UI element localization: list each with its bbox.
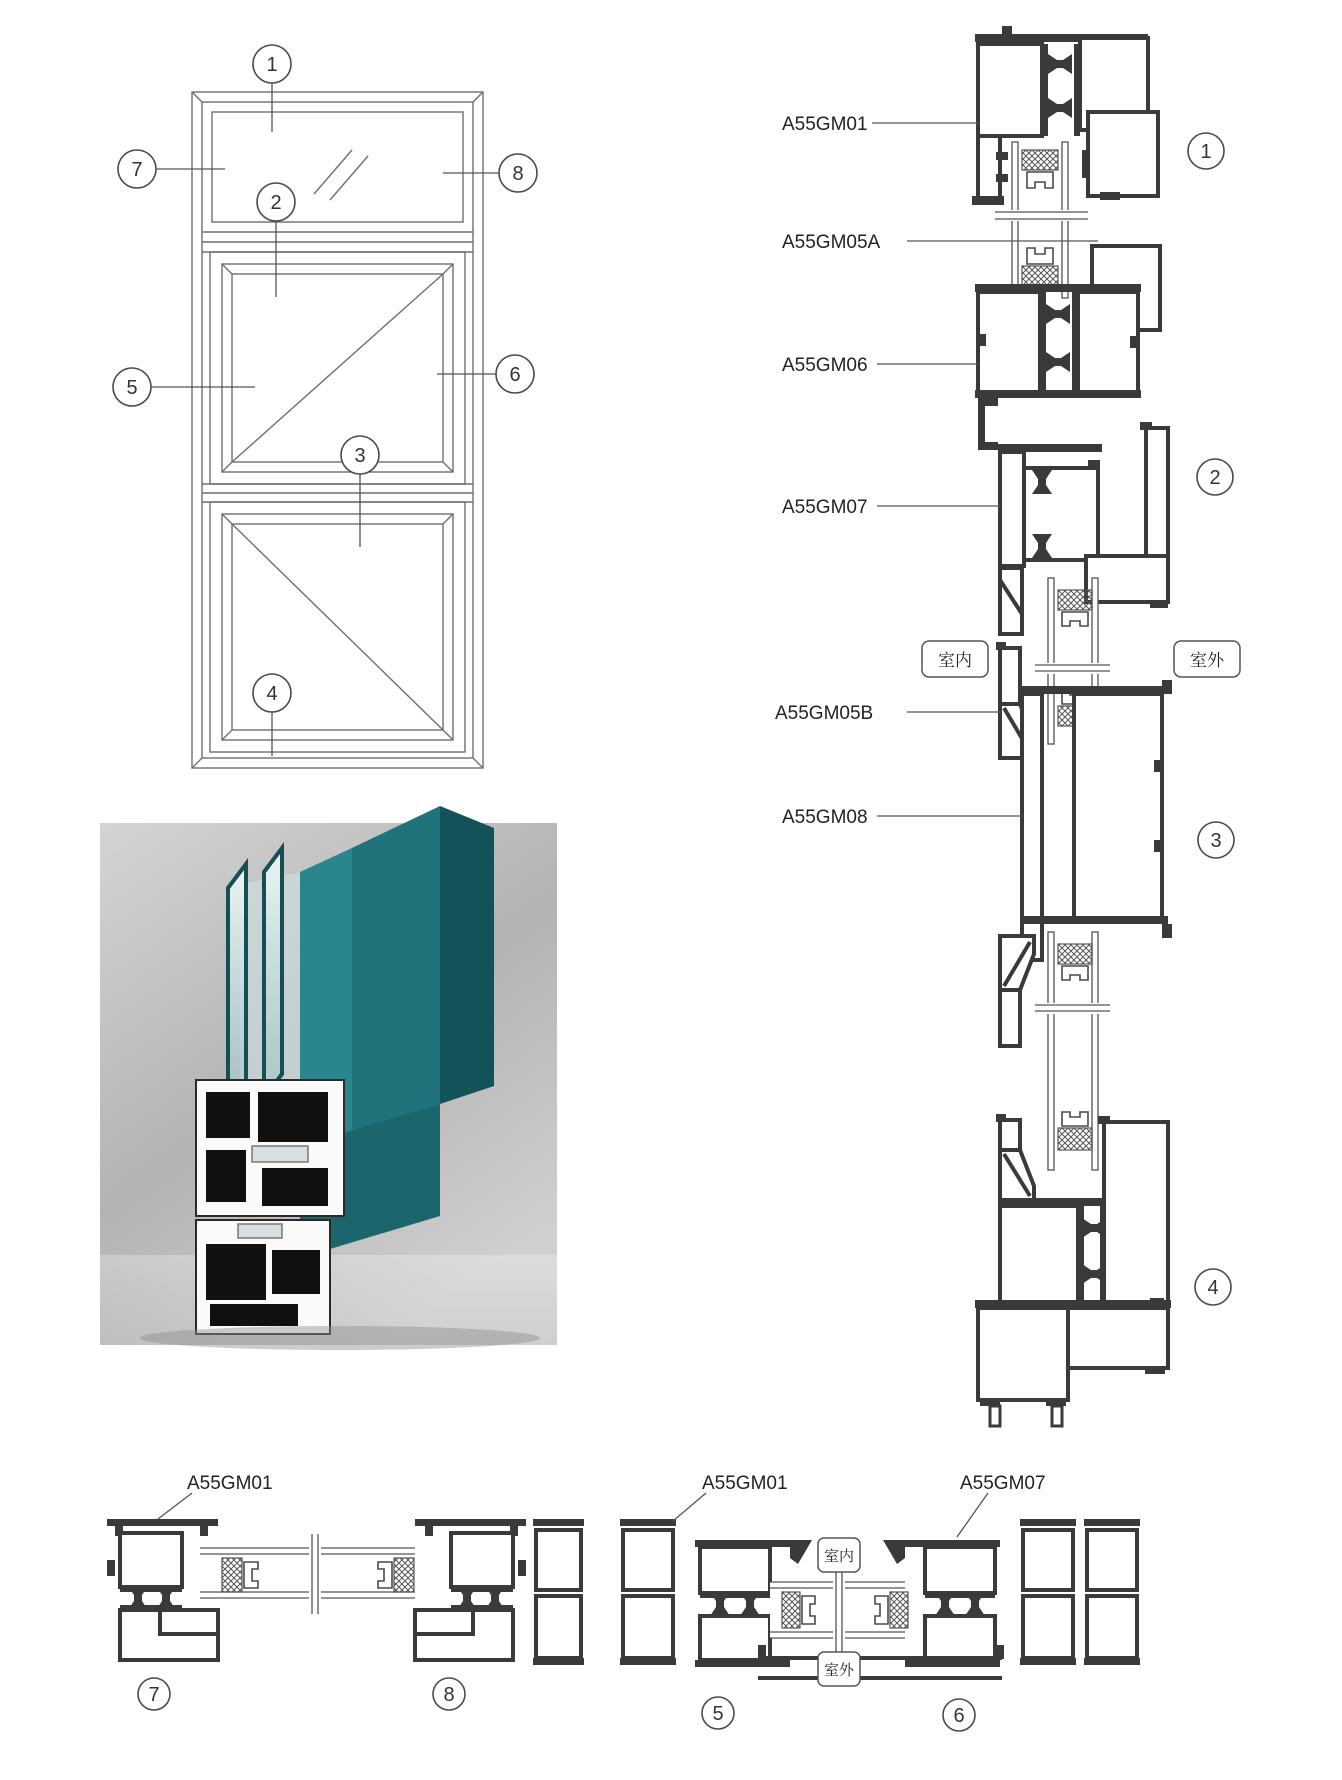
outdoor-label-bottom: 室外 xyxy=(823,1661,855,1679)
render-3d xyxy=(100,806,557,1350)
glass-unit-78 xyxy=(200,1534,415,1614)
transom-1 xyxy=(202,232,473,252)
callout-8-text: 8 xyxy=(512,163,524,185)
label-h-a55gm07: A55GM07 xyxy=(960,1473,1046,1494)
label-h-a55gm01-left: A55GM01 xyxy=(187,1473,273,1494)
v-callout-3-text: 3 xyxy=(1210,830,1222,852)
label-a55gm08: A55GM08 xyxy=(782,807,868,828)
cut-section-sash xyxy=(196,1080,344,1216)
h-callout-5-text: 5 xyxy=(712,1703,724,1725)
frame-miters xyxy=(192,92,483,768)
label-h-a55gm01-left-leader xyxy=(158,1493,192,1519)
glass-unit-1 xyxy=(995,142,1088,298)
indoor-label-bottom: 室内 xyxy=(823,1547,855,1565)
label-a55gm01: A55GM01 xyxy=(782,114,868,135)
h-callout-6-text: 6 xyxy=(953,1705,965,1727)
glass-unit-56 xyxy=(770,1568,908,1652)
section-56-drawing xyxy=(620,1473,1140,1731)
frame-outer xyxy=(192,92,483,768)
transom-2 xyxy=(202,484,473,502)
callout-4-text: 4 xyxy=(266,683,278,705)
section-2-profile xyxy=(975,246,1168,634)
callout-3-text: 3 xyxy=(354,445,366,467)
label-a55gm07: A55GM07 xyxy=(782,497,868,518)
profile-8 xyxy=(415,1519,526,1660)
v-callout-2-text: 2 xyxy=(1209,467,1221,489)
callout-5-text: 5 xyxy=(126,377,138,399)
outdoor-label: 室外 xyxy=(1190,651,1224,671)
glass-pane-back xyxy=(264,848,282,1098)
h-callout-7-text: 7 xyxy=(148,1684,160,1706)
label-h-a55gm01-mid: A55GM01 xyxy=(702,1473,788,1494)
mid-open-symbol xyxy=(232,274,443,462)
callout-6-text: 6 xyxy=(509,364,521,386)
section-3-profile xyxy=(996,642,1172,1046)
horizontal-sections xyxy=(107,1473,1140,1731)
profile-8b xyxy=(533,1519,584,1665)
vertical-sections xyxy=(775,26,1240,1426)
callout-1-text: 1 xyxy=(266,54,278,76)
drop-shadow xyxy=(140,1326,540,1350)
label-a55gm05a: A55GM05A xyxy=(782,232,881,253)
frame-inner xyxy=(202,102,473,758)
frame-pair-left xyxy=(620,1519,676,1665)
callout-2-text: 2 xyxy=(270,192,282,214)
indoor-label: 室内 xyxy=(938,651,972,671)
glass-symbol xyxy=(314,150,368,200)
label-a55gm05b: A55GM05B xyxy=(775,703,874,724)
glass-unit-3 xyxy=(1035,932,1110,1170)
v-callout-1-text: 1 xyxy=(1200,141,1212,163)
callout-7-text: 7 xyxy=(131,159,143,181)
v-callout-4-text: 4 xyxy=(1207,1277,1219,1299)
teal-slab-side xyxy=(440,806,494,1104)
cut-section-frame xyxy=(196,1220,330,1334)
label-h-a55gm07-leader xyxy=(957,1493,988,1537)
label-a55gm06: A55GM06 xyxy=(782,355,868,376)
teal-slab-front xyxy=(352,806,440,1146)
h-callout-8-text: 8 xyxy=(443,1684,455,1706)
frame-pair-right xyxy=(1020,1519,1140,1665)
glass-pane-front xyxy=(228,864,246,1114)
window-elevation xyxy=(113,45,537,768)
section-4-profile xyxy=(975,1114,1171,1426)
label-h-a55gm01-mid-leader xyxy=(673,1493,706,1521)
section-78-drawing xyxy=(107,1473,584,1710)
